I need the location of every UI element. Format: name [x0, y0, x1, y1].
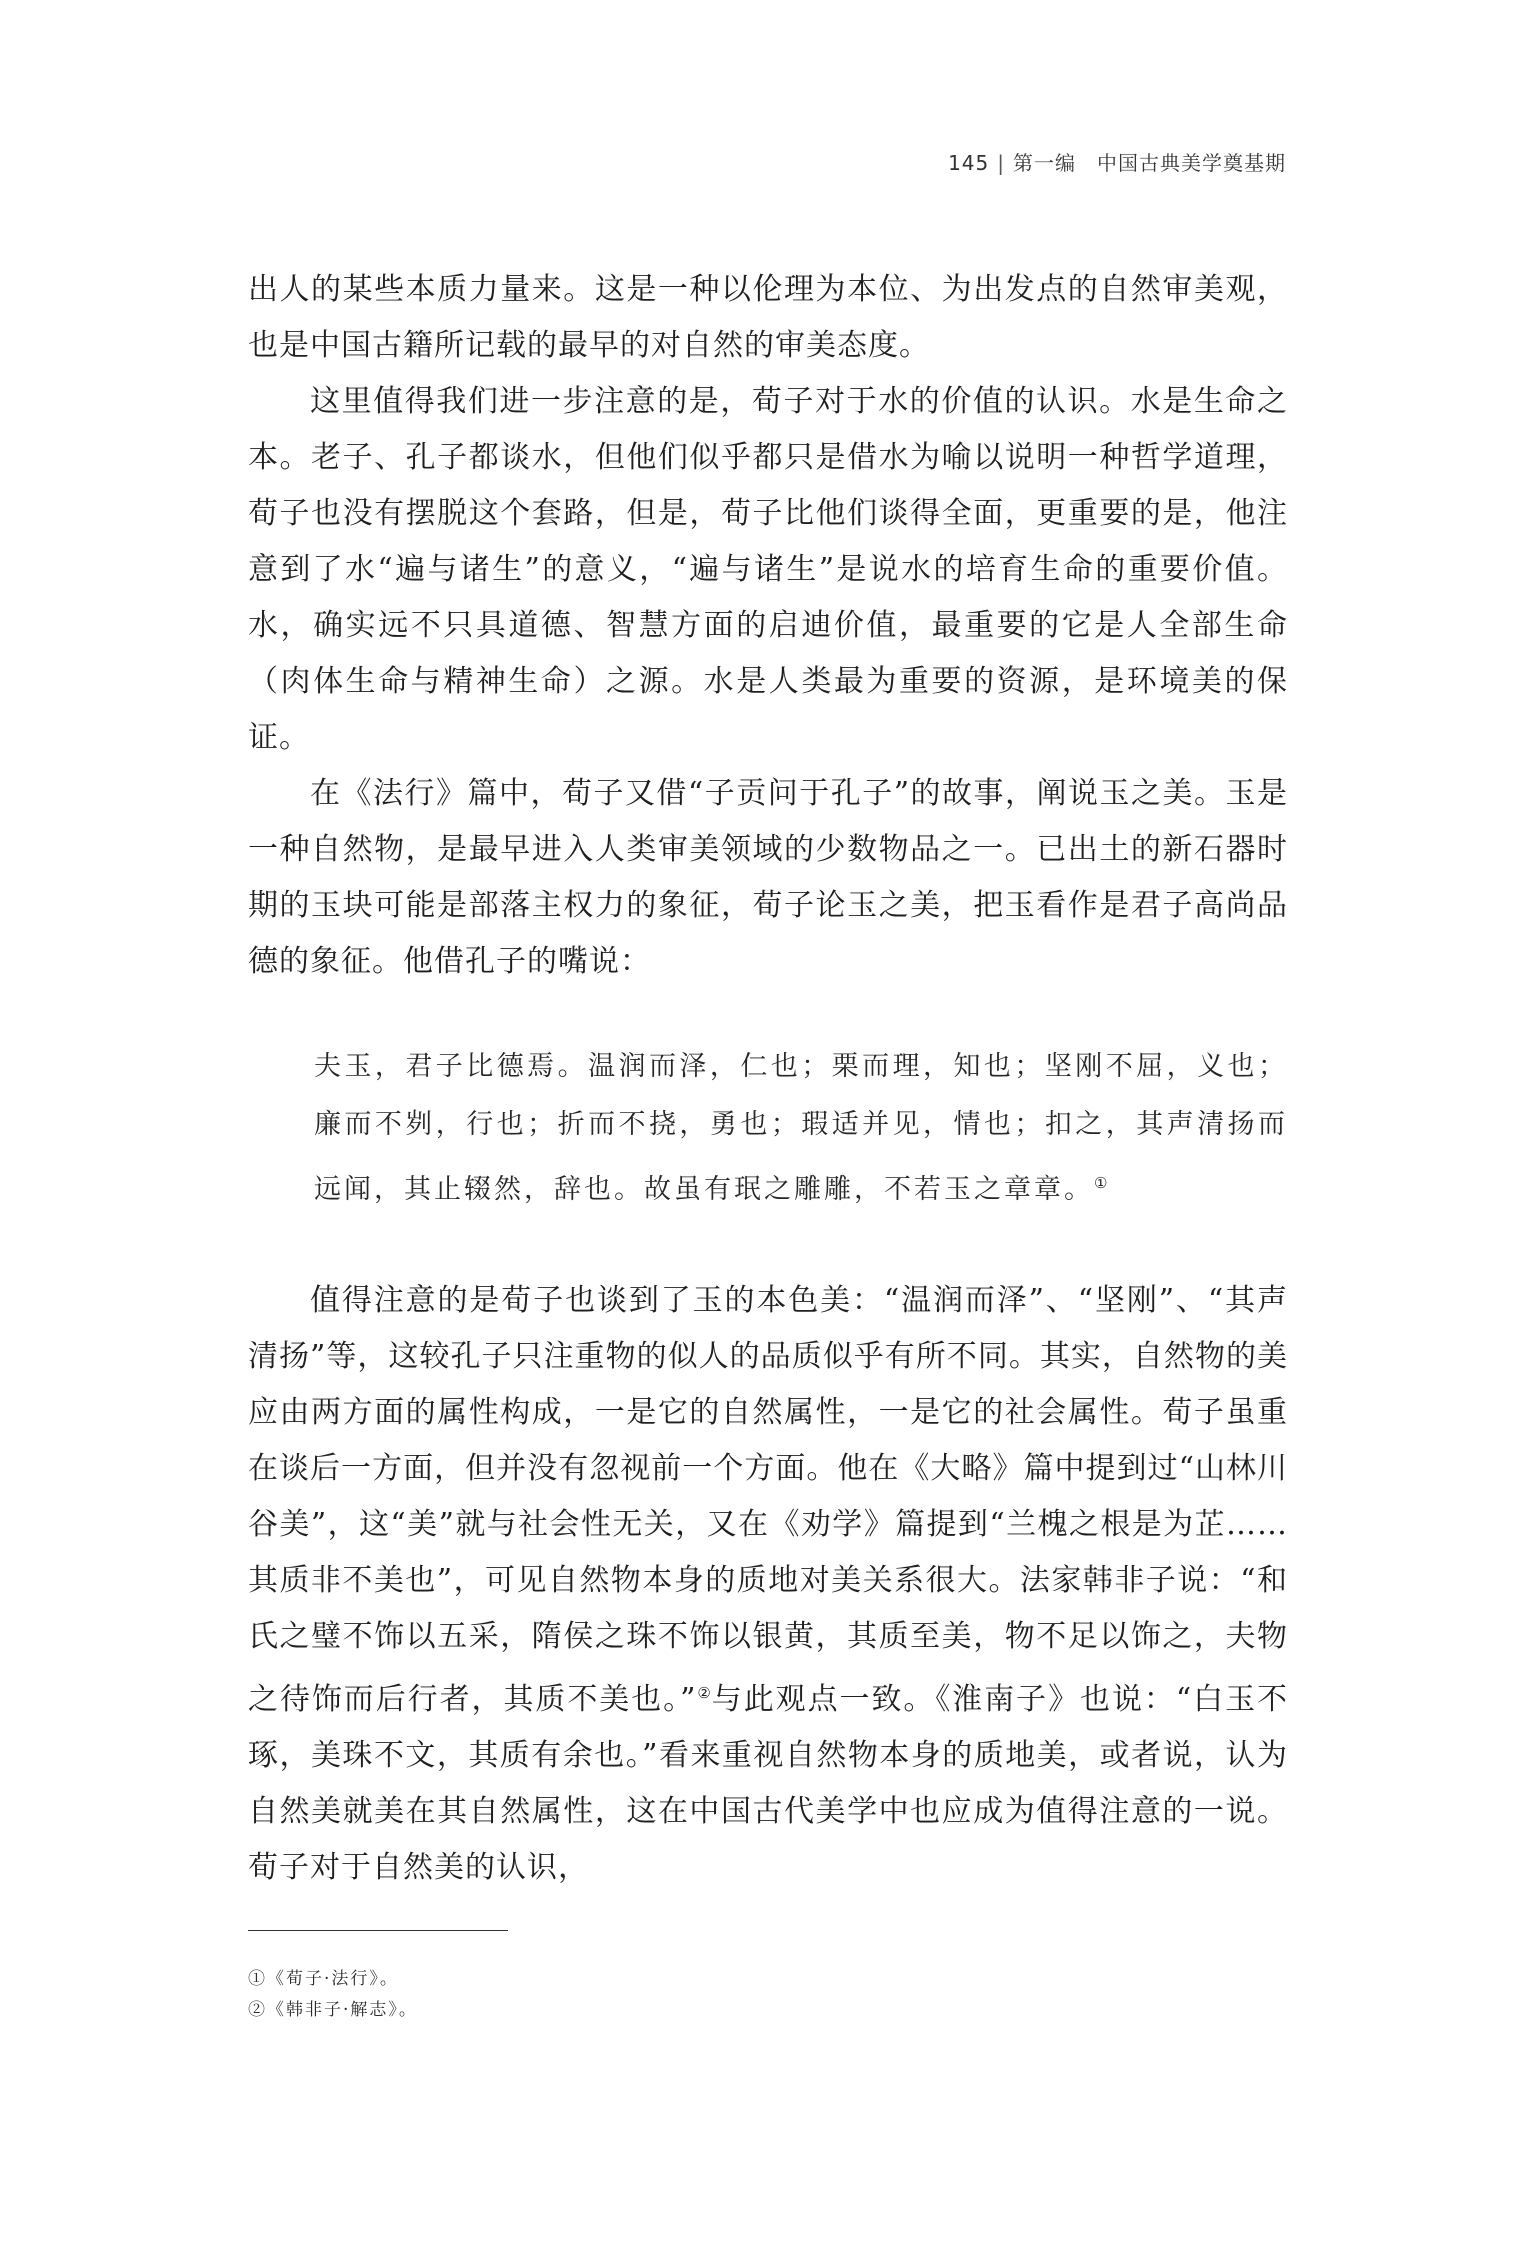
- page-number: 145: [948, 151, 990, 175]
- header-part: 第一编: [1013, 151, 1076, 175]
- footnote-divider: [248, 1930, 508, 1931]
- paragraph-natural-beauty: [248, 1273, 1288, 1896]
- block-quote: [248, 1038, 1288, 1219]
- paragraph-natural-beauty-part1: 值得注意的是荀子也谈到了玉的本色美：“温润而泽”、“坚刚”、“其声清扬”等，这较孔子只注重物的似人的品质似乎有所不同。其实，自然物的美应由两方面的属性构成，一是它的自然属性，一是它的社会属性。荀子虽重在谈后一方面，但并没有忽视前一个方面。他在《大略》篇中提到过“山林川谷美”，这“美”就与社会性无关，又在《劝学》篇提到“兰槐之根是为芷……其质非不美也”，可见自然物本身的质地对美关系很大。法家韩非子说：“和氏之璧不饰以五采，隋侯之珠不饰以银黄，其质至美，物不足以饰之，夫物之待饰而后行者，其质不美也。”: [248, 1283, 1288, 1717]
- running-header: [948, 147, 1286, 176]
- paragraph-jade: 在《法行》篇中，荀子又借“子贡问于孔子”的故事，阐说玉之美。玉是一种自然物，是最早进入人类审美领域的少数物品之一。已出土的新石器时期的玉块可能是部落主权力的象征，荀子论玉之美，把玉看作是君子高尚品德的象征。他借孔子的嘴说：: [248, 776, 1288, 979]
- footnotes: [248, 1964, 418, 2026]
- footnote-ref-2: ②: [696, 1684, 712, 1702]
- main-text: [248, 262, 1288, 1896]
- quote-text: 夫玉，君子比德焉。温润而泽，仁也；栗而理，知也；坚刚不屈，义也；廉而不刿，行也；折而不挠，勇也；瑕适并见，情也；扣之，其声清扬而远闻，其止辍然，辞也。故虽有珉之雕雕，不若玉之章章。: [314, 1051, 1288, 1205]
- paragraph-water: 这里值得我们进一步注意的是，荀子对于水的价值的认识。水是生命之本。老子、孔子都谈水，但他们似乎都只是借水为喻以说明一种哲学道理，荀子也没有摆脱这个套路，但是，荀子比他们谈得全面，更重要的是，他注意到了水“遍与诸生”的意义，“遍与诸生”是说水的培育生命的重要价值。水，确实远不只具道德、智慧方面的启迪价值，最重要的它是人全部生命（肉体生命与精神生命）之源。水是人类最为重要的资源，是环境美的保证。: [248, 384, 1288, 755]
- header-section-title: 中国古典美学奠基期: [1097, 151, 1286, 175]
- paragraph-natural-beauty-part2: 与此观点一致。《淮南子》也说：“白玉不琢，美珠不文，其质有余也。”看来重视自然物本身的质地美，或者说，认为自然美就美在其自然属性，这在中国古代美学中也应成为值得注意的一说。荀子对于自然美的认识，: [248, 1682, 1289, 1885]
- footnote-ref-1: ①: [1094, 1174, 1108, 1192]
- paragraph-continued: 出人的某些本质力量来。这是一种以伦理为本位、为出发点的自然审美观，也是中国古籍所记载的最早的对自然的审美态度。: [248, 272, 1288, 363]
- header-separator: |: [997, 151, 1005, 175]
- footnote-2: ②《韩非子·解志》。: [248, 2000, 418, 2020]
- footnote-1: ①《荀子·法行》。: [248, 1969, 399, 1989]
